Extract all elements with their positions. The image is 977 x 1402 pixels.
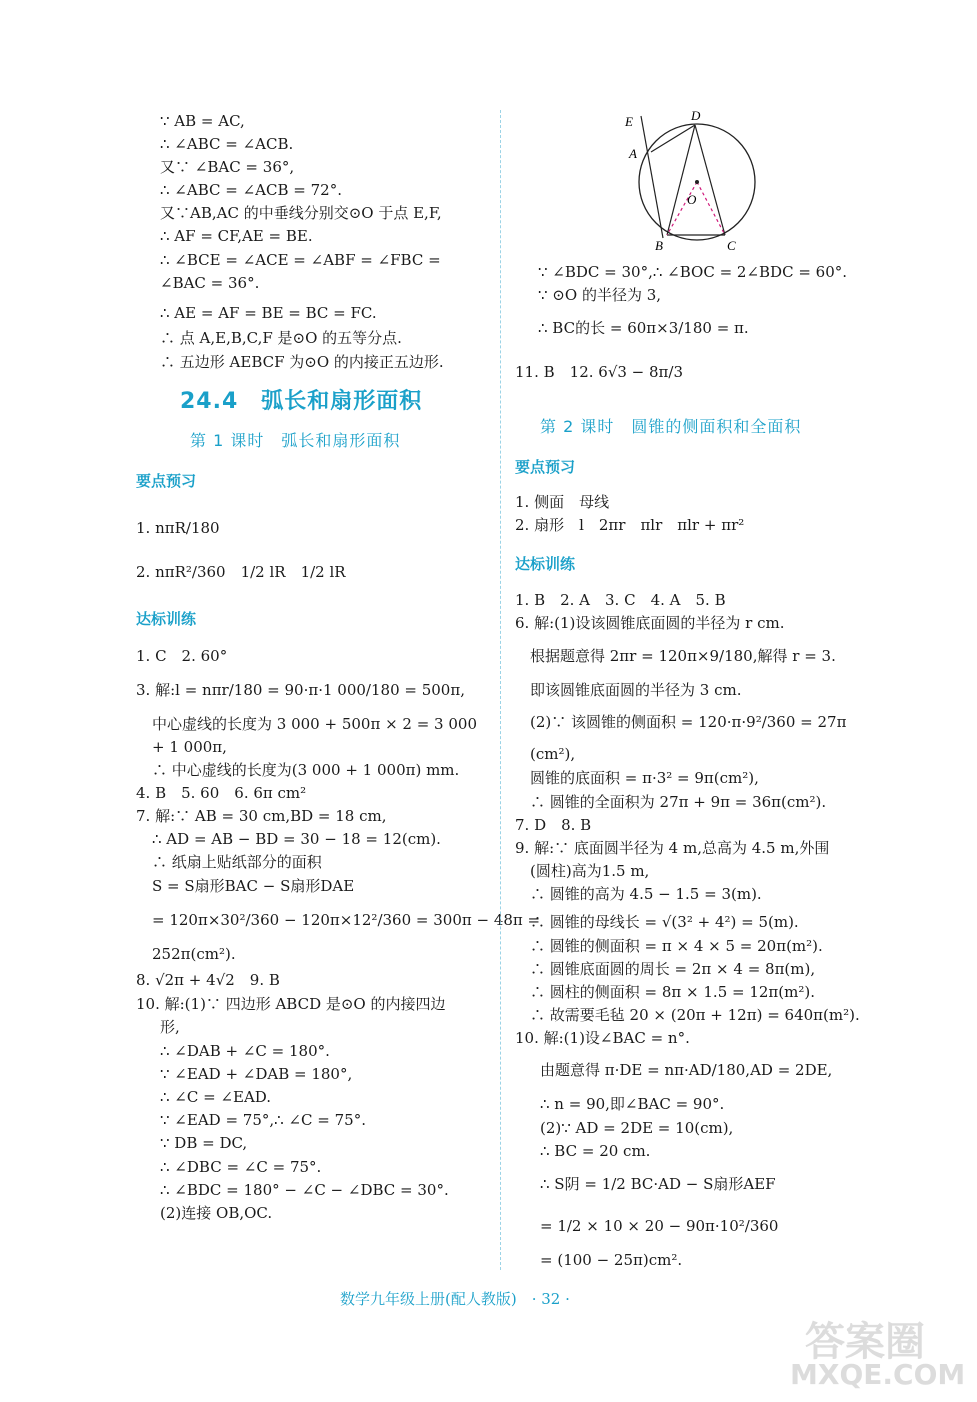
text-line: ∴ 纸扇上贴纸部分的面积: [152, 853, 322, 871]
text-line: 由题意得 π·DE = nπ·AD/180,AD = 2DE,: [540, 1061, 833, 1079]
figure-label: C: [727, 238, 736, 253]
text-line: 1. nπR/180: [136, 519, 220, 537]
text-line: 4. B 5. 60 6. 6π cm²: [136, 784, 307, 802]
text-line: 又∵ ∠BAC = 36°,: [160, 158, 295, 176]
figure-label: D: [691, 108, 701, 123]
text-line: 7. 解:∵ AB = 30 cm,BD = 18 cm,: [136, 807, 387, 825]
text-line: 9. 解:∵ 底面圆半径为 4 m,总高为 4.5 m,外围: [515, 839, 830, 857]
text-line: 1. 侧面 母线: [515, 493, 610, 511]
text-line: ∴ BC = 20 cm.: [540, 1142, 651, 1160]
watermark-url: MXQE.COM: [790, 1358, 966, 1391]
text-line: ∵ ∠BDC = 30°,∴ ∠BOC = 2∠BDC = 60°.: [538, 263, 848, 281]
text-line: ∴ ∠DBC = ∠C = 75°.: [160, 1158, 322, 1176]
text-line: 中心虚线的长度为 3 000 + 500π × 2 = 3 000: [152, 715, 477, 733]
section-title: 24.4 弧长和扇形面积: [180, 389, 423, 414]
circle-figure: [615, 108, 775, 258]
text-line: 又∵AB,AC 的中垂线分别交⊙O 于点 E,F,: [160, 204, 442, 222]
text-line: ∠BAC = 36°.: [160, 274, 260, 292]
line-db: [667, 125, 695, 235]
heading-preview: 要点预习: [136, 472, 197, 490]
text-line: ∵ ⊙O 的半径为 3,: [538, 286, 662, 304]
center-dot: [695, 180, 699, 184]
text-line: + 1 000π,: [152, 738, 227, 756]
text-line: (2)∵ 该圆锥的侧面积 = 120·π·9²/360 = 27π: [530, 713, 847, 731]
text-line: ∴ ∠DAB + ∠C = 180°.: [160, 1042, 330, 1060]
heading-training: 达标训练: [515, 555, 576, 573]
figure-label: O: [687, 192, 697, 207]
text-line: 10. 解:(1)设∠BAC = n°.: [515, 1029, 690, 1047]
text-line: ∵ DB = DC,: [160, 1134, 248, 1152]
text-line: (2)∵ AD = 2DE = 10(cm),: [540, 1119, 734, 1137]
text-line: 1. B 2. A 3. C 4. A 5. B: [515, 591, 726, 609]
figure-label: E: [625, 114, 633, 129]
line-dc: [695, 125, 725, 235]
text-line: ∴ 五边形 AEBCF 为⊙O 的内接正五边形.: [160, 353, 444, 371]
text-line: (cm²),: [530, 745, 576, 763]
text-line: ∴ 点 A,E,B,C,F 是⊙O 的五等分点.: [160, 329, 402, 347]
text-line: ∴ 故需要毛毡 20 × (20π + 12π) = 640π(m²).: [530, 1006, 860, 1024]
text-line: (2)连接 OB,OC.: [160, 1204, 273, 1222]
text-line: 2. 扇形 l 2πr πlr πlr + πr²: [515, 516, 745, 534]
figure-label: A: [629, 146, 637, 161]
text-line: 圆锥的底面积 = π·3² = 9π(cm²),: [530, 769, 759, 787]
text-line: ∴ 中心虚线的长度为(3 000 + 1 000π) mm.: [152, 761, 460, 779]
text-line: ∴ AE = AF = BE = BC = FC.: [160, 304, 377, 322]
text-line: ∴ 圆柱的侧面积 = 8π × 1.5 = 12π(m²).: [530, 983, 815, 1001]
text-line: 根据题意得 2πr = 120π×9/180,解得 r = 3.: [530, 647, 836, 665]
text-line: ∴ S阴 = 1/2 BC·AD − S扇形AEF: [540, 1175, 776, 1193]
text-line: = (100 − 25π)cm².: [540, 1251, 683, 1269]
dash-oc: [697, 182, 725, 235]
text-line: = 120π×30²/360 − 120π×12²/360 = 300π − 48π =: [152, 911, 541, 929]
heading-training: 达标训练: [136, 610, 197, 628]
text-line: ∴ AF = CF,AE = BE.: [160, 227, 313, 245]
text-line: ∴ 圆锥的高为 4.5 − 1.5 = 3(m).: [530, 885, 762, 903]
text-line: ∵ ∠EAD = 75°,∴ ∠C = 75°.: [160, 1111, 366, 1129]
text-line: 11. B 12. 6√3 − 8π/3: [515, 363, 684, 381]
watermark-logo: 答案圈: [805, 1319, 925, 1365]
text-line: ∴ BC的长 = 60π×3/180 = π.: [538, 319, 749, 337]
lesson-title: 第 2 课时 圆锥的侧面积和全面积: [540, 417, 802, 436]
line-ea: [641, 116, 663, 238]
text-line: 6. 解:(1)设该圆锥底面圆的半径为 r cm.: [515, 614, 785, 632]
text-line: (圆柱)高为1.5 m,: [530, 862, 650, 880]
text-line: ∴ n = 90,即∠BAC = 90°.: [540, 1095, 725, 1113]
text-line: ∴ ∠BDC = 180° − ∠C − ∠DBC = 30°.: [160, 1181, 449, 1199]
text-line: 即该圆锥底面圆的半径为 3 cm.: [530, 681, 742, 699]
text-line: ∴ 圆锥底面圆的周长 = 2π × 4 = 8π(m),: [530, 960, 816, 978]
text-line: 形,: [160, 1018, 180, 1036]
page-footer: 数学九年级上册(配人教版) · 32 ·: [340, 1290, 570, 1308]
text-line: 8. √2π + 4√2 9. B: [136, 971, 280, 989]
text-line: ∴ ∠BCE = ∠ACE = ∠ABF = ∠FBC =: [160, 251, 441, 269]
text-line: ∴ 圆锥的母线长 = √(3² + 4²) = 5(m).: [530, 913, 799, 931]
heading-preview: 要点预习: [515, 458, 576, 476]
dash-ob: [667, 182, 697, 235]
text-line: 7. D 8. B: [515, 816, 592, 834]
text-line: ∴ AD = AB − BD = 30 − 18 = 12(cm).: [152, 830, 441, 848]
text-line: 1. C 2. 60°: [136, 647, 228, 665]
figure-label: B: [655, 238, 663, 253]
text-line: 2. nπR²/360 1/2 lR 1/2 lR: [136, 563, 346, 581]
text-line: ∴ 圆锥的侧面积 = π × 4 × 5 = 20π(m²).: [530, 937, 823, 955]
text-line: ∴ ∠ABC = ∠ACB.: [160, 135, 294, 153]
column-divider: [500, 110, 501, 1270]
text-line: S = S扇形BAC − S扇形DAE: [152, 877, 355, 895]
text-line: ∵ AB = AC,: [160, 112, 245, 130]
text-line: ∴ ∠C = ∠EAD.: [160, 1088, 272, 1106]
text-line: ∵ ∠EAD + ∠DAB = 180°,: [160, 1065, 353, 1083]
text-line: ∴ 圆锥的全面积为 27π + 9π = 36π(cm²).: [530, 793, 827, 811]
text-line: 252π(cm²).: [152, 945, 236, 963]
lesson-title: 第 1 课时 弧长和扇形面积: [190, 431, 401, 450]
text-line: = 1/2 × 10 × 20 − 90π·10²/360: [540, 1217, 779, 1235]
text-line: 3. 解:l = nπr/180 = 90·π·1 000/180 = 500π,: [136, 681, 465, 699]
text-line: 10. 解:(1)∵ 四边形 ABCD 是⊙O 的内接四边: [136, 995, 446, 1013]
text-line: ∴ ∠ABC = ∠ACB = 72°.: [160, 181, 342, 199]
